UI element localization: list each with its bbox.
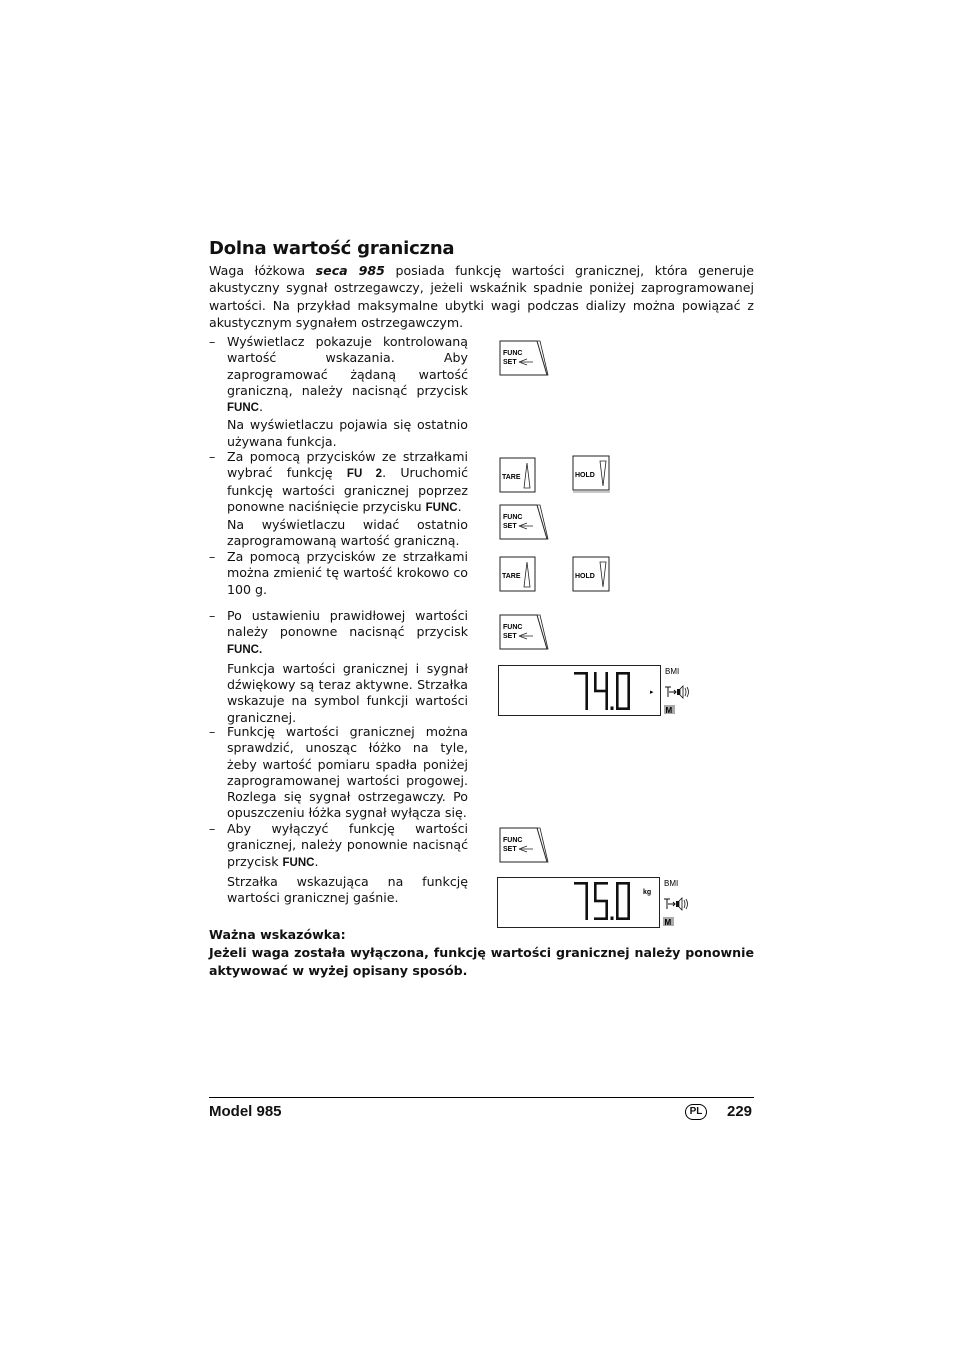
model-name: seca 985 xyxy=(315,263,385,278)
step-5: – Funkcję wartości granicznej można sprawdzić, unosząc łóżko na tyle, żeby wartość pomiaru spadła poniżej zaprogramowanej wartości progowej. Rozlega się sygnał ostrzegawczy. Po opuszczeniu łóżka sygnał wyłącza się. xyxy=(209,724,468,821)
digit-segment xyxy=(616,672,619,691)
arrow-left-icon xyxy=(519,359,533,365)
digit-segment xyxy=(616,882,619,901)
limit-sound-icon xyxy=(665,686,689,698)
language-badge: PL xyxy=(685,1104,707,1120)
m-indicator: M xyxy=(665,706,673,715)
bmi-label: BMI xyxy=(664,879,679,888)
note-title: Ważna wskazówka: xyxy=(209,927,346,942)
arrow-up-icon xyxy=(524,562,530,587)
digit-segment xyxy=(616,901,619,920)
scale-display xyxy=(497,876,697,930)
step-6: – Aby wyłączyć funkcję wartości granicznej, należy ponownie nacisnąć przycisk FUNC. Strzałka wskazująca na funkcję wartości granicznej gaśnie. xyxy=(209,821,468,906)
svg-text:FUNC: FUNC xyxy=(503,837,523,844)
intro-paragraph: Waga łóżkowa seca 985 posiada funkcję wartości granicznej, która generuje akustyczny sygnał ostrzegawczy, jeżeli wskaźnik spadnie poniżej zaprogramowanej wartości. Na przykład maksymalne ubytki wagi podczas dializy można powiązać z akustycznym sygnałem ostrzegawczym. xyxy=(209,263,754,331)
footer-divider xyxy=(209,1097,754,1098)
digit-segment xyxy=(594,900,608,903)
arrow-down-icon xyxy=(600,562,606,587)
digit-segment xyxy=(594,690,608,693)
tare-label: TARE xyxy=(502,474,521,481)
func-set-key xyxy=(499,827,549,864)
arrow-left-icon xyxy=(519,633,533,639)
decimal-point xyxy=(611,707,614,711)
func-label: FUNC xyxy=(503,350,523,357)
digit-segment xyxy=(605,691,608,710)
digit-segment xyxy=(585,882,588,901)
svg-text:FUNC: FUNC xyxy=(503,514,523,521)
m-indicator: M xyxy=(664,918,672,927)
svg-text:FUNC: FUNC xyxy=(503,624,523,631)
step-3: – Za pomocą przycisków ze strzałkami można zmienić tę wartość krokowo co 100 g. xyxy=(209,549,468,597)
tare-key xyxy=(499,457,537,494)
digit-segment xyxy=(605,901,608,920)
digit-segment xyxy=(585,672,588,691)
tare-key xyxy=(499,556,537,593)
digit-segment xyxy=(616,691,619,710)
step-4: – Po ustawieniu prawidłowej wartości należy ponowne nacisnąć przycisk FUNC. Funkcja wartości granicznej i sygnał dźwiękowy są teraz aktywne. Strzałka wskazuje na symbol funkcji wartości granicznej. xyxy=(209,608,468,725)
limit-arrow-icon: ▸ xyxy=(650,688,654,696)
hold-key xyxy=(572,556,612,593)
decimal-point xyxy=(611,917,614,921)
digit-segment xyxy=(594,672,597,691)
func-set-key xyxy=(499,340,549,377)
arrow-left-icon xyxy=(519,846,533,852)
footer-model: Model 985 xyxy=(209,1103,282,1120)
digit-segment xyxy=(605,672,608,691)
page-heading: Dolna wartość graniczna xyxy=(209,238,455,259)
digit-segment xyxy=(627,672,630,691)
digit-segment xyxy=(585,691,588,710)
note-body: Jeżeli waga została wyłączona, funkcję wartości granicznej należy ponownie aktywować w wyżej opisany sposób. xyxy=(209,945,754,978)
digit-segment xyxy=(627,691,630,710)
page-number: 229 xyxy=(727,1103,753,1120)
display-digits xyxy=(574,672,630,710)
hold-key xyxy=(572,455,612,497)
display-digits xyxy=(574,882,630,920)
bmi-label: BMI xyxy=(665,667,680,676)
step-1: – Wyświetlacz pokazuje kontrolowaną wartość wskazania. Aby zaprogramować żądaną wartość graniczną, należy nacisnąć przycisk FUNC. Na wyświetlaczu pojawia się ostatnio używana funkcja. xyxy=(209,334,468,449)
digit-segment xyxy=(585,901,588,920)
arrow-down-icon xyxy=(600,461,606,486)
digit-segment xyxy=(627,901,630,920)
arrow-up-icon xyxy=(524,463,530,488)
svg-text:SET: SET xyxy=(503,633,517,640)
hold-label: HOLD xyxy=(575,472,595,479)
svg-text:HOLD: HOLD xyxy=(575,573,595,580)
digit-segment xyxy=(627,882,630,901)
svg-text:TARE: TARE xyxy=(502,573,521,580)
func-set-key xyxy=(499,614,549,651)
limit-sound-icon xyxy=(664,898,688,910)
svg-text:SET: SET xyxy=(503,846,517,853)
digit-segment xyxy=(594,882,597,901)
svg-text:SET: SET xyxy=(503,523,517,530)
arrow-left-icon xyxy=(519,523,533,529)
set-label: SET xyxy=(503,359,517,366)
step-2: – Za pomocą przycisków ze strzałkami wybrać funkcję FU 2. Uruchomić funkcję wartości granicznej poprzez ponowne naciśnięcie przycisku FUNC. Na wyświetlaczu widać ostatnio zaprogramowaną wartość graniczną. xyxy=(209,449,469,549)
func-set-key xyxy=(499,504,549,541)
unit-label: kg xyxy=(643,889,652,896)
scale-display xyxy=(498,664,698,718)
digit-segment xyxy=(594,917,608,920)
